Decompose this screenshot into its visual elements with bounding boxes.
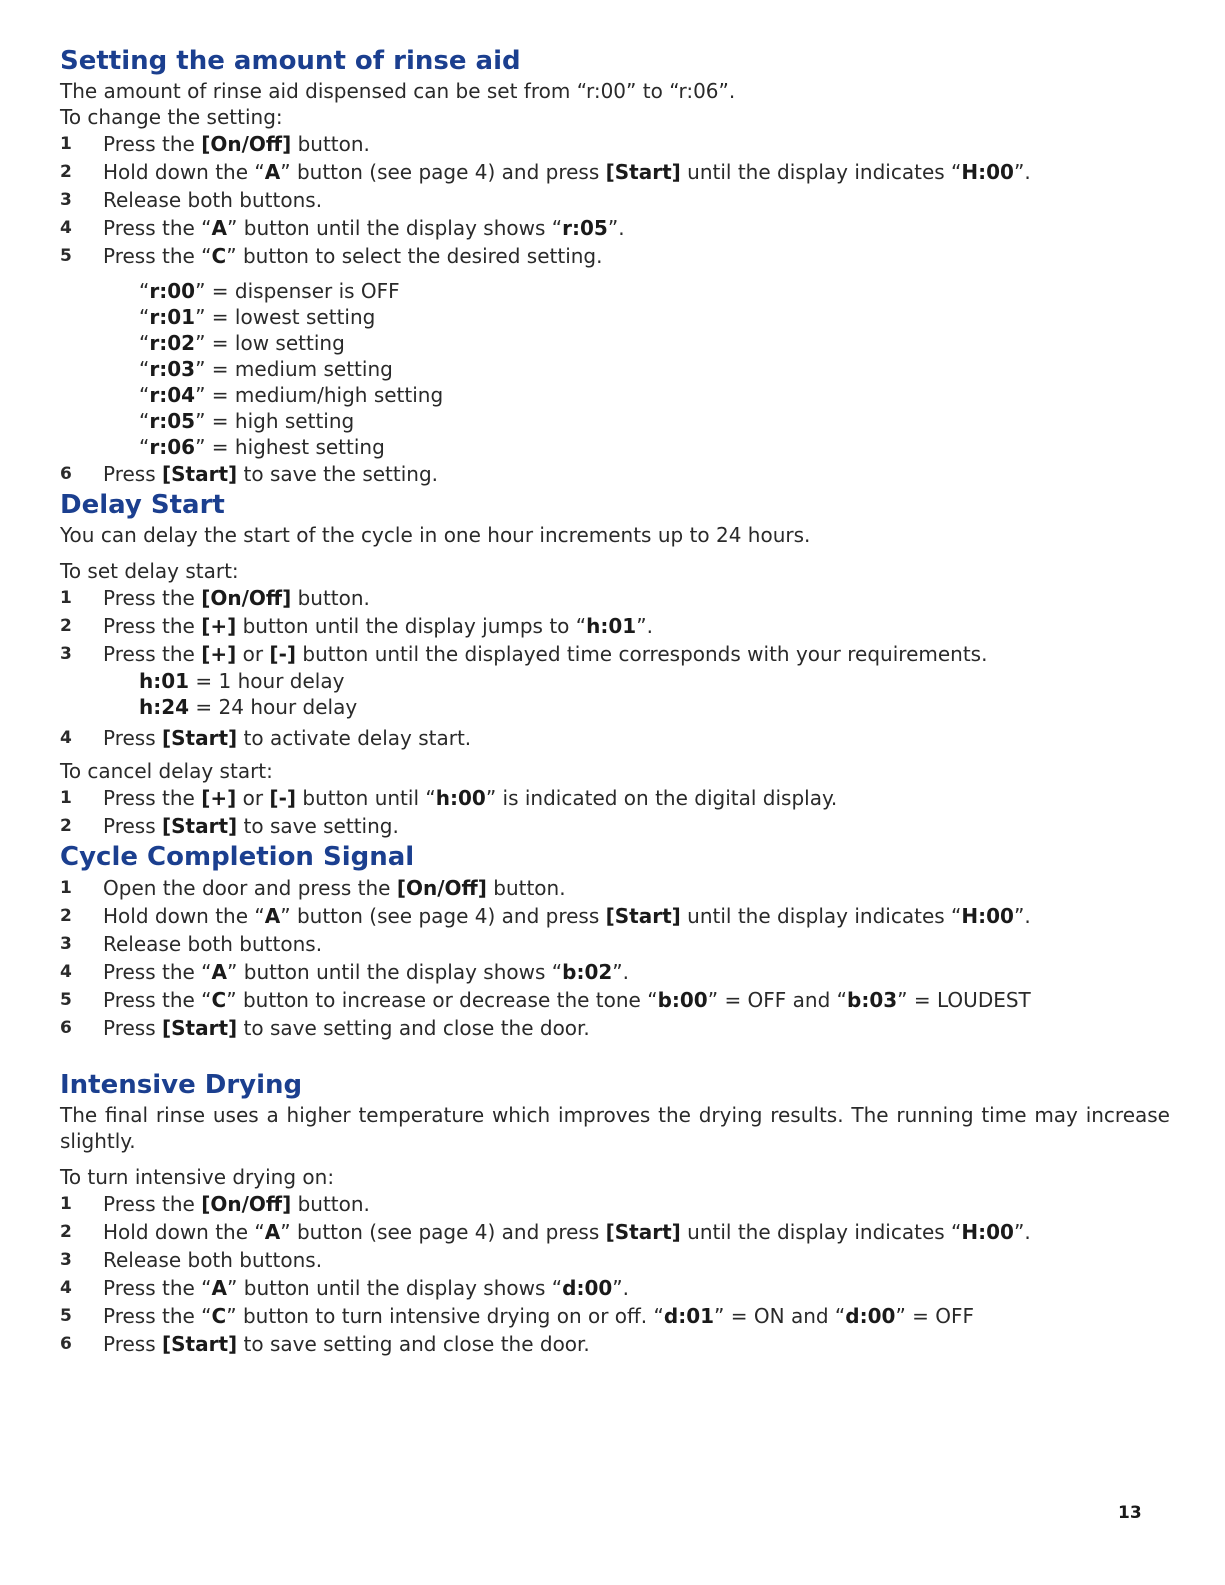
step-text: Press the “ [103,988,212,1012]
list-item: “r:01” = lowest setting [139,305,376,329]
step-number: 4 [60,218,72,238]
list-item [60,584,1170,612]
step-number: 1 [60,878,72,898]
step-bold: h:01 [586,614,637,638]
step-text: until the display indicates “ [680,1220,962,1244]
list-item [60,1246,1170,1274]
step-text: ”. [1013,904,1031,928]
step-bold: [Start] [162,814,238,838]
step-text: ” button until the display shows “ [227,216,563,240]
step-text: button. [291,586,370,610]
step-bold: C [211,244,227,268]
list-item [60,930,1170,958]
step-text: ”. [612,1276,629,1300]
list-item: “r:03” = medium setting [139,357,393,381]
step-text: until the display indicates “ [680,160,962,184]
list-item [60,1330,1170,1358]
list-item [60,214,1170,242]
step-number: 1 [60,788,72,808]
step-number: 6 [60,464,72,484]
list-item [60,1014,1170,1042]
step-number: 3 [60,644,72,664]
step-bold: [Start] [162,726,238,750]
setting-code: r:01 [149,305,196,329]
step-number: 1 [60,588,72,608]
step-bold: [Start] [605,160,681,184]
step-text: Press [103,726,162,750]
step-text: Press the [103,786,202,810]
step-number: 3 [60,934,72,954]
step-bold: A [211,1276,228,1300]
section-title-delay-start: Delay Start [60,490,225,520]
step-text: ” = ON and “ [714,1304,846,1328]
step-bold: [+] [201,642,237,666]
step-number: 4 [60,962,72,982]
delay-set-label: To set delay start: [60,559,239,583]
list-item [60,460,1170,488]
rinse-change-label: To change the setting: [60,105,283,129]
step-text: Press the “ [103,1304,212,1328]
list-item [60,694,1170,720]
drying-intro: The final rinse uses a higher temperature which improves the drying results. The running time may increase slightly. [60,1103,1170,1153]
setting-desc: = medium setting [205,357,393,381]
step-number: 5 [60,246,72,266]
step-text: ” button until the display shows “ [227,1276,563,1300]
step-bold: A [211,960,228,984]
step-text: Press the “ [103,244,212,268]
step-text: ”. [636,614,653,638]
delay-intro: You can delay the start of the cycle in one hour increments up to 24 hours. [60,523,811,547]
setting-desc: = high setting [205,409,355,433]
step-number: 5 [60,1306,72,1326]
step-text: Press the “ [103,1276,212,1300]
step-text: ” button (see page 4) and press [280,160,606,184]
step-text: Press [103,1016,162,1040]
step-text: Press the [103,586,202,610]
section-title-rinse-aid: Setting the amount of rinse aid [60,46,521,76]
rinse-steps-final [60,460,1170,488]
list-item [60,812,1170,840]
step-text: Release both buttons. [103,1248,323,1272]
step-text: ” button (see page 4) and press [280,1220,606,1244]
setting-desc: = medium/high setting [205,383,444,407]
setting-code: r:06 [149,435,196,459]
list-item [60,668,1170,694]
step-bold: A [264,1220,281,1244]
step-text: Release both buttons. [103,188,323,212]
setting-code: r:00 [149,279,196,303]
delay-set-steps [60,584,1170,668]
step-bold: [Start] [162,1332,238,1356]
list-item: “r:05” = high setting [139,409,355,433]
step-text: ”. [1013,160,1031,184]
list-item [60,1274,1170,1302]
manual-page [60,44,1170,1358]
rinse-settings-list [60,278,1170,460]
step-text: Hold down the “ [103,904,265,928]
step-bold: b:00 [657,988,708,1012]
step-number: 4 [60,728,72,748]
list-item [60,986,1170,1014]
drying-on-label: To turn intensive drying on: [60,1165,335,1189]
list-item: “r:06” = highest setting [139,435,385,459]
step-text: button. [486,876,566,900]
list-item [60,242,1170,270]
setting-code: r:05 [149,409,196,433]
step-bold: [+] [201,786,237,810]
step-bold: b:03 [847,988,898,1012]
step-bold: b:02 [562,960,613,984]
drying-steps [60,1190,1170,1358]
step-bold: [On/Off] [201,132,292,156]
step-bold: H:00 [961,160,1014,184]
step-text: button. [291,132,370,156]
step-text: ” = LOUDEST [897,988,1031,1012]
cycle-steps [60,874,1170,1042]
step-number: 3 [60,1250,72,1270]
step-bold: [On/Off] [396,876,487,900]
step-bold: [-] [269,786,297,810]
list-item [60,1302,1170,1330]
step-text: ” is indicated on the digital display. [485,786,838,810]
rinse-steps [60,130,1170,270]
setting-code: r:04 [149,383,196,407]
step-text: to save the setting. [237,462,439,486]
list-item [60,784,1170,812]
step-number: 2 [60,1222,72,1242]
step-text: to save setting and close the door. [237,1332,590,1356]
step-text: ” = OFF [895,1304,975,1328]
step-bold: H:00 [961,1220,1014,1244]
list-item [60,640,1170,668]
step-number: 1 [60,134,72,154]
step-bold: [Start] [605,904,681,928]
step-text: ” button until the display shows “ [227,960,563,984]
step-text: ” button to turn intensive drying on or off. “ [226,1304,664,1328]
rinse-intro: The amount of rinse aid dispensed can be set from “r:00” to “r:06”. [60,79,736,103]
list-item: “r:02” = low setting [139,331,345,355]
list-item [60,902,1170,930]
step-bold: d:00 [845,1304,896,1328]
step-bold: [Start] [162,462,238,486]
step-bold: h:00 [435,786,486,810]
delay-cancel-steps [60,784,1170,840]
step-text: Open the door and press the [103,876,397,900]
section-title-cycle-completion: Cycle Completion Signal [60,842,415,872]
step-text: until the display indicates “ [680,904,962,928]
step-text: Release both buttons. [103,932,323,956]
step-bold: d:00 [562,1276,613,1300]
step-text: Press [103,1332,162,1356]
step-bold: A [264,904,281,928]
step-bold: [Start] [605,1220,681,1244]
step-number: 6 [60,1334,72,1354]
delay-cancel-label: To cancel delay start: [60,759,273,783]
step-text: button until the display jumps to “ [236,614,587,638]
step-text: ”. [607,216,625,240]
delay-desc: = 24 hour delay [189,695,358,719]
step-bold: A [211,216,228,240]
delay-examples [60,668,1170,720]
section-title-intensive-drying: Intensive Drying [60,1070,303,1100]
step-text: to save setting. [237,814,399,838]
delay-code: h:01 [139,669,190,693]
step-number: 2 [60,816,72,836]
setting-desc: = highest setting [205,435,385,459]
step-text: Hold down the “ [103,1220,265,1244]
step-text: to save setting and close the door. [237,1016,590,1040]
step-text: ”. [1013,1220,1031,1244]
step-bold: A [264,160,281,184]
list-item [60,612,1170,640]
step-text: or [236,786,270,810]
step-number: 1 [60,1194,72,1214]
step-text: Press [103,462,162,486]
list-item [60,874,1170,902]
step-bold: [On/Off] [201,1192,292,1216]
step-bold: [+] [201,614,237,638]
step-bold: [-] [269,642,297,666]
step-text: Hold down the “ [103,160,265,184]
step-number: 2 [60,616,72,636]
step-text: ” button to select the desired setting. [226,244,603,268]
step-text: Press [103,814,162,838]
step-text: Press the [103,1192,202,1216]
step-text: button until “ [296,786,436,810]
setting-desc: = dispenser is OFF [205,279,400,303]
step-text: button until the displayed time corresponds with your requirements. [296,642,988,666]
setting-code: r:02 [149,331,196,355]
step-bold: d:01 [663,1304,715,1328]
step-text: ” button (see page 4) and press [280,904,606,928]
step-number: 3 [60,190,72,210]
step-bold: [Start] [162,1016,238,1040]
step-number: 2 [60,906,72,926]
step-text: Press the [103,614,202,638]
list-item [60,130,1170,158]
step-text: ” = OFF and “ [707,988,848,1012]
step-number: 4 [60,1278,72,1298]
step-text: button. [291,1192,370,1216]
list-item [60,1218,1170,1246]
setting-desc: = lowest setting [205,305,376,329]
step-text: Press the “ [103,960,212,984]
delay-set-steps-final [60,724,1170,752]
step-bold: [On/Off] [201,586,292,610]
setting-desc: = low setting [205,331,345,355]
step-bold: C [211,1304,227,1328]
step-bold: C [211,988,227,1012]
list-item [60,958,1170,986]
step-number: 5 [60,990,72,1010]
page-number: 13 [1118,1503,1142,1523]
step-number: 6 [60,1018,72,1038]
list-item: “r:04” = medium/high setting [139,383,444,407]
step-text: ” button to increase or decrease the tone “ [226,988,658,1012]
step-text: Press the “ [103,216,212,240]
list-item [60,1190,1170,1218]
delay-code: h:24 [139,695,190,719]
delay-desc: = 1 hour delay [189,669,345,693]
step-text: Press the [103,642,202,666]
step-text: Press the [103,132,202,156]
setting-code: r:03 [149,357,196,381]
step-text: or [236,642,270,666]
list-item [60,724,1170,752]
list-item [60,186,1170,214]
list-item: “r:00” = dispenser is OFF [139,279,400,303]
step-bold: r:05 [562,216,608,240]
list-item [60,158,1170,186]
step-text: ”. [612,960,629,984]
step-number: 2 [60,162,72,182]
step-bold: H:00 [961,904,1014,928]
step-text: to activate delay start. [237,726,472,750]
